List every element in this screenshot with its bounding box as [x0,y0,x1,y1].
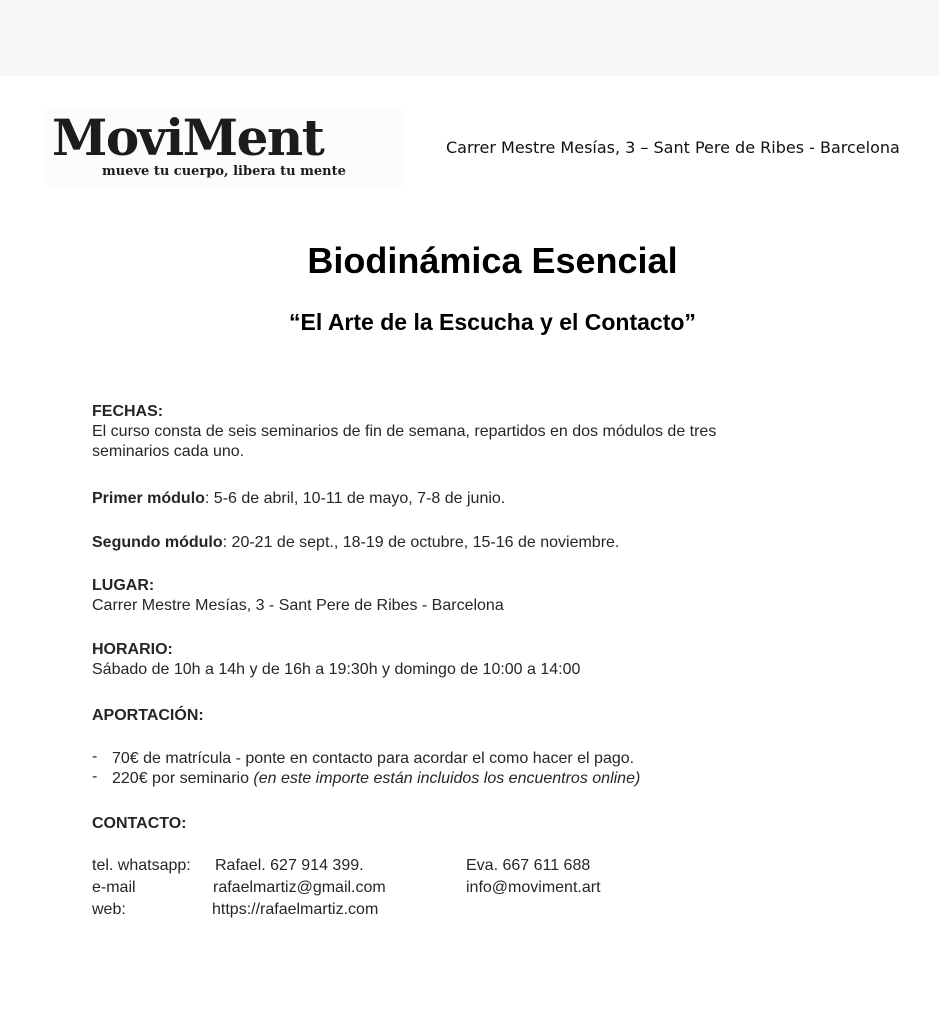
list-dash: - [92,748,98,765]
aportacion-section [92,706,204,726]
aportacion-item-text: 220€ por seminario [112,770,254,787]
contact-email-moviment[interactable]: info@moviment.art [466,879,601,896]
list-dash: - [92,768,98,785]
contacto-heading: CONTACTO: [92,815,187,832]
contact-phone-rafael[interactable]: Rafael. 627 914 399. [215,857,364,874]
primer-modulo-dates: : 5-6 de abril, 10-11 de mayo, 7-8 de junio. [204,490,506,507]
logo-wordmark: MoviMent [52,108,324,167]
fechas-description-line-1: El curso consta de seis seminarios de fin de semana, repartidos en dos módulos de tres [92,423,717,440]
segundo-modulo-dates: : 20-21 de sept., 18-19 de octubre, 15-16 de noviembre. [222,534,620,551]
contact-label-web: web: [92,901,126,918]
logo-tagline: mueve tu cuerpo, libera tu mente [102,164,346,179]
lugar-heading: LUGAR: [92,577,155,594]
horario-section [92,640,580,680]
moviment-logo [46,106,406,186]
contact-label-email: e-mail [92,879,136,896]
contact-web-link[interactable]: https://rafaelmartiz.com [212,901,379,918]
list-item [92,749,852,769]
lugar-section [92,576,504,616]
document-page [0,76,939,1024]
header-address: Carrer Mestre Mesías, 3 – Sant Pere de Ribes - Barcelona [446,138,900,157]
primer-modulo [92,489,505,509]
contact-label-phone: tel. whatsapp: [92,857,191,874]
aportacion-item-text: 70€ de matrícula - ponte en contacto para acordar el como hacer el pago. [112,750,635,767]
document-subtitle: “El Arte de la Escucha y el Contacto” [289,309,696,335]
contact-email-rafael[interactable]: rafaelmartiz@gmail.com [213,879,386,896]
aportacion-heading: APORTACIÓN: [92,707,204,724]
fechas-section [92,402,716,462]
horario-heading: HORARIO: [92,641,173,658]
segundo-modulo-label: Segundo módulo [92,534,223,551]
contact-phone-eva[interactable]: Eva. 667 611 688 [466,857,591,874]
aportacion-list [92,749,852,789]
horario-text: Sábado de 10h a 14h y de 16h a 19:30h y domingo de 10:00 a 14:00 [92,661,581,678]
lugar-text: Carrer Mestre Mesías, 3 - Sant Pere de Ribes - Barcelona [92,597,504,614]
contacto-section [92,814,187,834]
fechas-heading: FECHAS: [92,403,164,420]
aportacion-item-note: (en este importe están incluidos los encuentros online) [253,770,641,787]
segundo-modulo [92,533,619,553]
fechas-description-line-2: seminarios cada uno. [92,443,245,460]
primer-modulo-label: Primer módulo [92,490,205,507]
document-title: Biodinámica Esencial [307,240,678,281]
list-item [92,769,852,789]
